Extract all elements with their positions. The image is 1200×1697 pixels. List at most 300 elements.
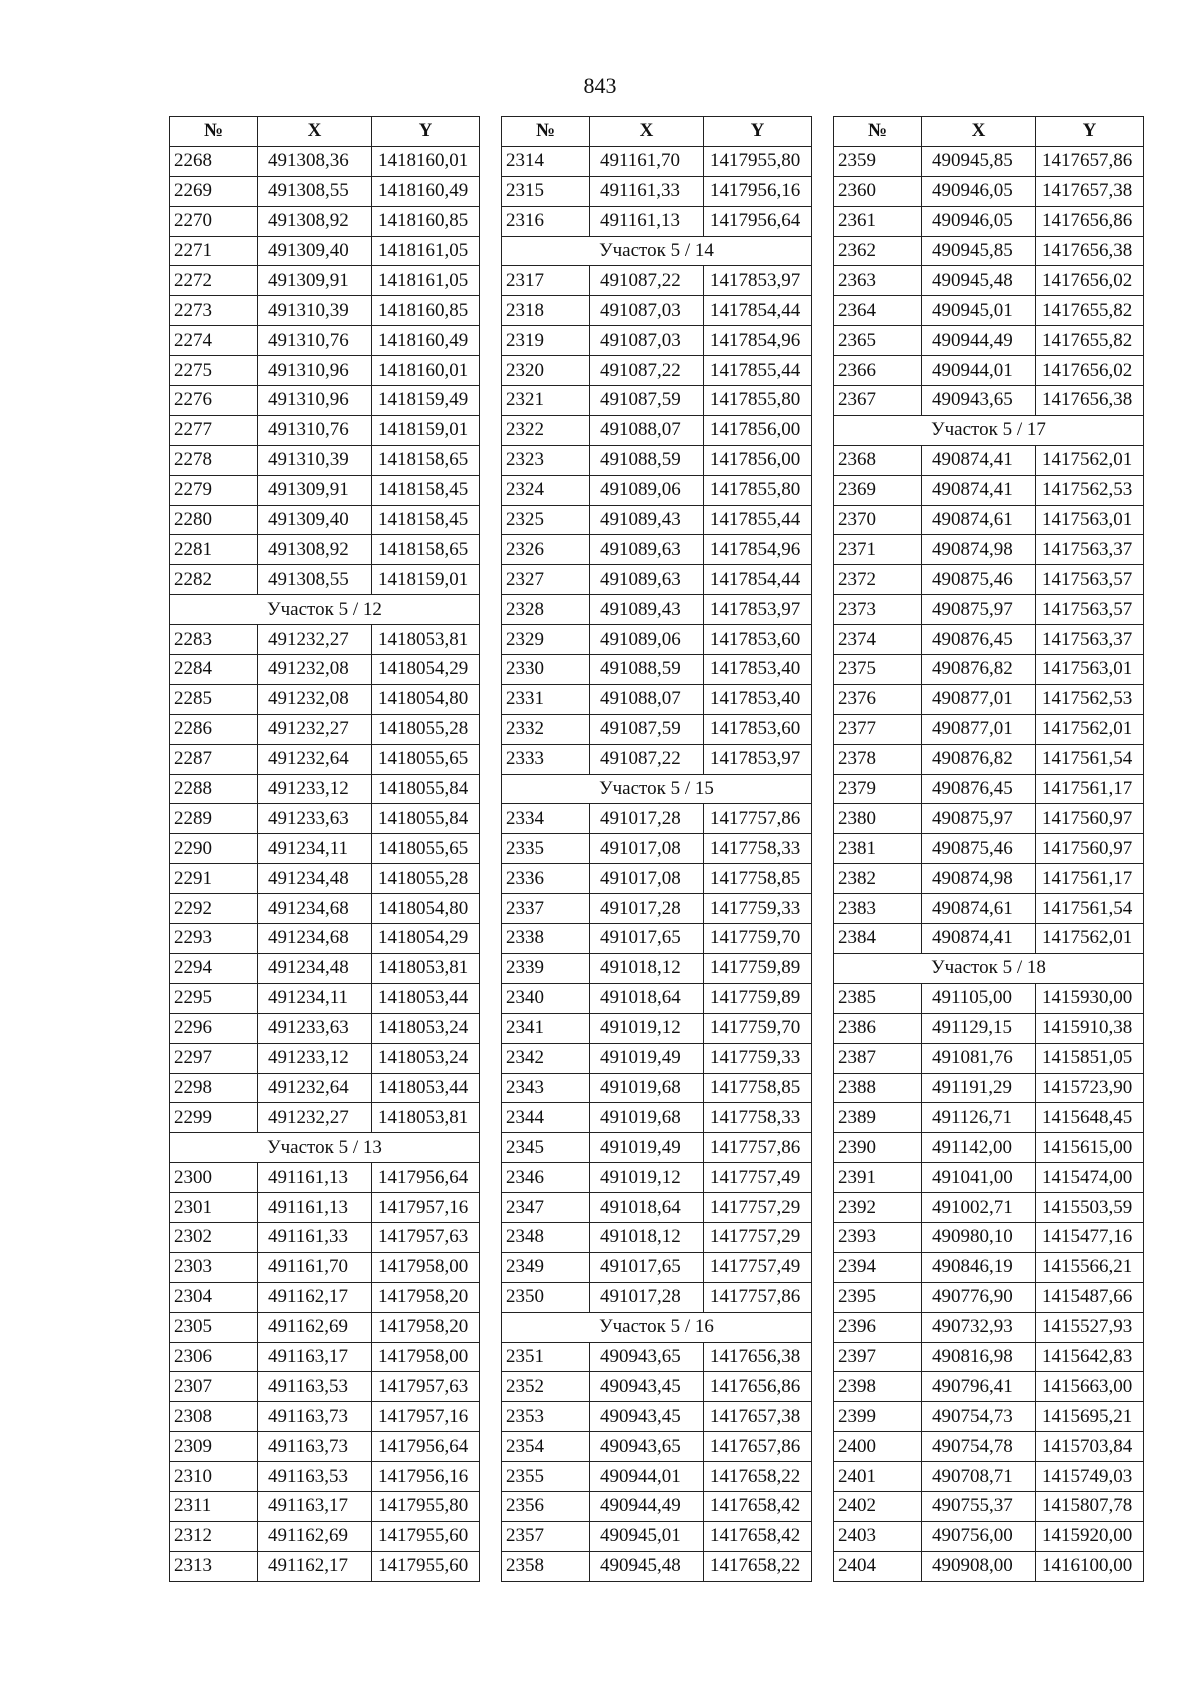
x-coordinate-cell: 490732,93 (922, 1312, 1036, 1342)
x-coordinate-cell: 490776,90 (922, 1282, 1036, 1312)
point-number-cell: 2376 (834, 684, 922, 714)
table-body (502, 146, 812, 1581)
point-number-cell: 2274 (170, 326, 258, 356)
table-row (502, 924, 812, 954)
table-row (834, 266, 1144, 296)
x-coordinate-cell: 491088,59 (590, 655, 704, 685)
y-coordinate-cell: 1417856,00 (704, 415, 812, 445)
point-number-cell: 2296 (170, 1013, 258, 1043)
table-row (502, 953, 812, 983)
table-row (834, 804, 1144, 834)
y-coordinate-cell: 1417855,44 (704, 505, 812, 535)
y-coordinate-cell: 1417853,97 (704, 744, 812, 774)
point-number-cell: 2397 (834, 1342, 922, 1372)
point-number-cell: 2304 (170, 1282, 258, 1312)
point-number-cell: 2388 (834, 1073, 922, 1103)
table-row (834, 714, 1144, 744)
table-row (834, 1133, 1144, 1163)
x-coordinate-cell: 490816,98 (922, 1342, 1036, 1372)
section-label: Участок 5 / 15 (502, 774, 812, 804)
y-coordinate-cell: 1417958,20 (372, 1312, 480, 1342)
y-coordinate-cell: 1417562,53 (1036, 684, 1144, 714)
table-row (834, 1103, 1144, 1133)
x-coordinate-cell: 491310,76 (258, 326, 372, 356)
point-number-cell: 2326 (502, 535, 590, 565)
x-coordinate-cell: 491232,64 (258, 1073, 372, 1103)
table-row (170, 834, 480, 864)
y-coordinate-cell: 1418053,44 (372, 983, 480, 1013)
table-row (170, 176, 480, 206)
table-row (834, 445, 1144, 475)
table-row (834, 1073, 1144, 1103)
table-row (170, 206, 480, 236)
y-coordinate-cell: 1417759,70 (704, 1013, 812, 1043)
table-row (502, 1282, 812, 1312)
y-coordinate-cell: 1417758,85 (704, 1073, 812, 1103)
table-row (170, 415, 480, 445)
point-number-cell: 2355 (502, 1462, 590, 1492)
header-y: Y (372, 117, 480, 147)
point-number-cell: 2335 (502, 834, 590, 864)
x-coordinate-cell: 490754,73 (922, 1402, 1036, 1432)
x-coordinate-cell: 491161,33 (258, 1222, 372, 1252)
x-coordinate-cell: 491233,63 (258, 804, 372, 834)
y-coordinate-cell: 1417560,97 (1036, 834, 1144, 864)
point-number-cell: 2372 (834, 565, 922, 595)
y-coordinate-cell: 1415807,78 (1036, 1491, 1144, 1521)
y-coordinate-cell: 1415648,45 (1036, 1103, 1144, 1133)
x-coordinate-cell: 490945,01 (922, 296, 1036, 326)
point-number-cell: 2349 (502, 1252, 590, 1282)
section-label: Участок 5 / 18 (834, 953, 1144, 983)
table-row (834, 1013, 1144, 1043)
x-coordinate-cell: 491017,08 (590, 834, 704, 864)
x-coordinate-cell: 490874,98 (922, 535, 1036, 565)
x-coordinate-cell: 491234,68 (258, 894, 372, 924)
coordinates-table-1 (169, 116, 480, 1582)
table-row (170, 953, 480, 983)
point-number-cell: 2283 (170, 625, 258, 655)
table-row (170, 356, 480, 386)
table-row (834, 356, 1144, 386)
point-number-cell: 2393 (834, 1222, 922, 1252)
y-coordinate-cell: 1418158,45 (372, 505, 480, 535)
y-coordinate-cell: 1415851,05 (1036, 1043, 1144, 1073)
x-coordinate-cell: 490874,41 (922, 445, 1036, 475)
y-coordinate-cell: 1415695,21 (1036, 1402, 1144, 1432)
point-number-cell: 2353 (502, 1402, 590, 1432)
table-row (502, 1342, 812, 1372)
y-coordinate-cell: 1417958,00 (372, 1252, 480, 1282)
x-coordinate-cell: 491309,40 (258, 236, 372, 266)
y-coordinate-cell: 1417562,01 (1036, 924, 1144, 954)
section-label: Участок 5 / 16 (502, 1312, 812, 1342)
point-number-cell: 2279 (170, 475, 258, 505)
point-number-cell: 2336 (502, 864, 590, 894)
x-coordinate-cell: 490796,41 (922, 1372, 1036, 1402)
x-coordinate-cell: 490755,37 (922, 1491, 1036, 1521)
x-coordinate-cell: 491161,70 (258, 1252, 372, 1282)
x-coordinate-cell: 491017,65 (590, 924, 704, 954)
table-row (834, 1551, 1144, 1581)
table-row (170, 894, 480, 924)
x-coordinate-cell: 491129,15 (922, 1013, 1036, 1043)
y-coordinate-cell: 1417561,54 (1036, 744, 1144, 774)
table-row (502, 804, 812, 834)
table-row (170, 475, 480, 505)
table-row (502, 1103, 812, 1133)
point-number-cell: 2268 (170, 146, 258, 176)
table-row (834, 1521, 1144, 1551)
y-coordinate-cell: 1415503,59 (1036, 1193, 1144, 1223)
y-coordinate-cell: 1415566,21 (1036, 1252, 1144, 1282)
point-number-cell: 2396 (834, 1312, 922, 1342)
point-number-cell: 2337 (502, 894, 590, 924)
table-row (502, 684, 812, 714)
table-row (834, 535, 1144, 565)
table-row (170, 1312, 480, 1342)
y-coordinate-cell: 1418053,24 (372, 1013, 480, 1043)
x-coordinate-cell: 491309,91 (258, 475, 372, 505)
point-number-cell: 2351 (502, 1342, 590, 1372)
y-coordinate-cell: 1417955,80 (372, 1491, 480, 1521)
point-number-cell: 2359 (834, 146, 922, 176)
point-number-cell: 2277 (170, 415, 258, 445)
x-coordinate-cell: 491088,59 (590, 445, 704, 475)
point-number-cell: 2356 (502, 1491, 590, 1521)
point-number-cell: 2272 (170, 266, 258, 296)
y-coordinate-cell: 1418053,24 (372, 1043, 480, 1073)
x-coordinate-cell: 490874,61 (922, 505, 1036, 535)
y-coordinate-cell: 1417562,01 (1036, 714, 1144, 744)
y-coordinate-cell: 1418158,65 (372, 445, 480, 475)
page-number: 843 (583, 73, 617, 98)
point-number-cell: 2287 (170, 744, 258, 774)
point-number-cell: 2368 (834, 445, 922, 475)
x-coordinate-cell: 491018,64 (590, 1193, 704, 1223)
y-coordinate-cell: 1417563,37 (1036, 535, 1144, 565)
table-row (502, 176, 812, 206)
point-number-cell: 2328 (502, 595, 590, 625)
point-number-cell: 2302 (170, 1222, 258, 1252)
section-label: Участок 5 / 17 (834, 415, 1144, 445)
y-coordinate-cell: 1417658,42 (704, 1491, 812, 1521)
point-number-cell: 2381 (834, 834, 922, 864)
x-coordinate-cell: 490756,00 (922, 1521, 1036, 1551)
y-coordinate-cell: 1417757,86 (704, 1133, 812, 1163)
x-coordinate-cell: 490874,61 (922, 894, 1036, 924)
table-row (502, 1133, 812, 1163)
x-coordinate-cell: 491232,27 (258, 714, 372, 744)
y-coordinate-cell: 1418160,49 (372, 326, 480, 356)
point-number-cell: 2280 (170, 505, 258, 535)
y-coordinate-cell: 1417561,17 (1036, 774, 1144, 804)
table-row (834, 565, 1144, 595)
x-coordinate-cell: 491017,28 (590, 894, 704, 924)
point-number-cell: 2288 (170, 774, 258, 804)
point-number-cell: 2395 (834, 1282, 922, 1312)
x-coordinate-cell: 490943,45 (590, 1402, 704, 1432)
x-coordinate-cell: 491019,49 (590, 1133, 704, 1163)
point-number-cell: 2366 (834, 356, 922, 386)
y-coordinate-cell: 1417656,38 (1036, 386, 1144, 416)
x-coordinate-cell: 491087,59 (590, 714, 704, 744)
table-row (502, 1252, 812, 1282)
point-number-cell: 2403 (834, 1521, 922, 1551)
section-row (502, 236, 812, 266)
x-coordinate-cell: 490877,01 (922, 714, 1036, 744)
x-coordinate-cell: 491041,00 (922, 1163, 1036, 1193)
table-row (502, 1013, 812, 1043)
table-row (170, 1432, 480, 1462)
point-number-cell: 2300 (170, 1163, 258, 1193)
y-coordinate-cell: 1417658,22 (704, 1551, 812, 1581)
x-coordinate-cell: 491234,11 (258, 834, 372, 864)
x-coordinate-cell: 491234,48 (258, 864, 372, 894)
y-coordinate-cell: 1415642,83 (1036, 1342, 1144, 1372)
table-row (502, 1521, 812, 1551)
y-coordinate-cell: 1417757,86 (704, 804, 812, 834)
table-row (834, 236, 1144, 266)
point-number-cell: 2292 (170, 894, 258, 924)
table-row (502, 1222, 812, 1252)
point-number-cell: 2278 (170, 445, 258, 475)
point-number-cell: 2290 (170, 834, 258, 864)
table-row (834, 894, 1144, 924)
y-coordinate-cell: 1418053,81 (372, 625, 480, 655)
y-coordinate-cell: 1417562,53 (1036, 475, 1144, 505)
point-number-cell: 2303 (170, 1252, 258, 1282)
point-number-cell: 2306 (170, 1342, 258, 1372)
y-coordinate-cell: 1418160,49 (372, 176, 480, 206)
y-coordinate-cell: 1417563,57 (1036, 565, 1144, 595)
point-number-cell: 2394 (834, 1252, 922, 1282)
y-coordinate-cell: 1417759,89 (704, 983, 812, 1013)
y-coordinate-cell: 1418160,01 (372, 356, 480, 386)
y-coordinate-cell: 1415723,90 (1036, 1073, 1144, 1103)
x-coordinate-cell: 491088,07 (590, 684, 704, 714)
point-number-cell: 2321 (502, 386, 590, 416)
x-coordinate-cell: 491087,59 (590, 386, 704, 416)
section-label: Участок 5 / 14 (502, 236, 812, 266)
y-coordinate-cell: 1418159,01 (372, 415, 480, 445)
table-row (170, 864, 480, 894)
x-coordinate-cell: 491089,43 (590, 505, 704, 535)
y-coordinate-cell: 1417657,38 (1036, 176, 1144, 206)
x-coordinate-cell: 491162,69 (258, 1312, 372, 1342)
table-row (834, 1312, 1144, 1342)
header-x: X (922, 117, 1036, 147)
point-number-cell: 2379 (834, 774, 922, 804)
point-number-cell: 2281 (170, 535, 258, 565)
point-number-cell: 2339 (502, 953, 590, 983)
x-coordinate-cell: 490946,05 (922, 206, 1036, 236)
y-coordinate-cell: 1417854,44 (704, 565, 812, 595)
x-coordinate-cell: 491163,73 (258, 1432, 372, 1462)
point-number-cell: 2371 (834, 535, 922, 565)
table-row (170, 804, 480, 834)
x-coordinate-cell: 491087,03 (590, 326, 704, 356)
x-coordinate-cell: 491310,39 (258, 445, 372, 475)
x-coordinate-cell: 491310,96 (258, 386, 372, 416)
table-row (502, 744, 812, 774)
x-coordinate-cell: 490877,01 (922, 684, 1036, 714)
y-coordinate-cell: 1415920,00 (1036, 1521, 1144, 1551)
x-coordinate-cell: 491232,08 (258, 684, 372, 714)
point-number-cell: 2360 (834, 176, 922, 206)
point-number-cell: 2350 (502, 1282, 590, 1312)
x-coordinate-cell: 491309,40 (258, 505, 372, 535)
table-row (502, 655, 812, 685)
table-row (502, 206, 812, 236)
y-coordinate-cell: 1417855,80 (704, 475, 812, 505)
x-coordinate-cell: 490876,45 (922, 625, 1036, 655)
point-number-cell: 2289 (170, 804, 258, 834)
point-number-cell: 2343 (502, 1073, 590, 1103)
y-coordinate-cell: 1417853,60 (704, 625, 812, 655)
point-number-cell: 2270 (170, 206, 258, 236)
point-number-cell: 2310 (170, 1462, 258, 1492)
table-row (502, 894, 812, 924)
x-coordinate-cell: 491234,11 (258, 983, 372, 1013)
y-coordinate-cell: 1417757,49 (704, 1163, 812, 1193)
point-number-cell: 2313 (170, 1551, 258, 1581)
y-coordinate-cell: 1418160,85 (372, 206, 480, 236)
point-number-cell: 2276 (170, 386, 258, 416)
y-coordinate-cell: 1417853,40 (704, 684, 812, 714)
point-number-cell: 2391 (834, 1163, 922, 1193)
table-row (502, 266, 812, 296)
point-number-cell: 2404 (834, 1551, 922, 1581)
point-number-cell: 2327 (502, 565, 590, 595)
table-row (834, 625, 1144, 655)
point-number-cell: 2399 (834, 1402, 922, 1432)
table-row (170, 535, 480, 565)
x-coordinate-cell: 490874,41 (922, 475, 1036, 505)
y-coordinate-cell: 1417853,60 (704, 714, 812, 744)
x-coordinate-cell: 490875,46 (922, 565, 1036, 595)
table-header-row (502, 117, 812, 147)
y-coordinate-cell: 1418161,05 (372, 266, 480, 296)
coordinates-table-3 (833, 116, 1144, 1582)
y-coordinate-cell: 1417562,01 (1036, 445, 1144, 475)
point-number-cell: 2275 (170, 356, 258, 386)
table-row (170, 924, 480, 954)
x-coordinate-cell: 490943,65 (590, 1432, 704, 1462)
y-coordinate-cell: 1418159,49 (372, 386, 480, 416)
table-row (834, 1222, 1144, 1252)
point-number-cell: 2384 (834, 924, 922, 954)
point-number-cell: 2358 (502, 1551, 590, 1581)
point-number-cell: 2325 (502, 505, 590, 535)
x-coordinate-cell: 490945,85 (922, 236, 1036, 266)
y-coordinate-cell: 1417757,29 (704, 1222, 812, 1252)
point-number-cell: 2333 (502, 744, 590, 774)
point-number-cell: 2361 (834, 206, 922, 236)
x-coordinate-cell: 491232,64 (258, 744, 372, 774)
point-number-cell: 2322 (502, 415, 590, 445)
y-coordinate-cell: 1417563,01 (1036, 505, 1144, 535)
table-row (834, 655, 1144, 685)
point-number-cell: 2309 (170, 1432, 258, 1462)
section-row (170, 1133, 480, 1163)
x-coordinate-cell: 491163,53 (258, 1462, 372, 1492)
y-coordinate-cell: 1415930,00 (1036, 983, 1144, 1013)
y-coordinate-cell: 1417757,86 (704, 1282, 812, 1312)
y-coordinate-cell: 1418055,65 (372, 834, 480, 864)
table-body (834, 146, 1144, 1581)
point-number-cell: 2374 (834, 625, 922, 655)
y-coordinate-cell: 1417656,02 (1036, 356, 1144, 386)
y-coordinate-cell: 1415477,16 (1036, 1222, 1144, 1252)
table-row (170, 1043, 480, 1073)
table-row (170, 774, 480, 804)
point-number-cell: 2386 (834, 1013, 922, 1043)
y-coordinate-cell: 1415749,03 (1036, 1462, 1144, 1492)
y-coordinate-cell: 1417658,42 (704, 1521, 812, 1551)
point-number-cell: 2364 (834, 296, 922, 326)
y-coordinate-cell: 1418053,44 (372, 1073, 480, 1103)
x-coordinate-cell: 490846,19 (922, 1252, 1036, 1282)
table-row (170, 1342, 480, 1372)
x-coordinate-cell: 491163,73 (258, 1402, 372, 1432)
y-coordinate-cell: 1417759,33 (704, 1043, 812, 1073)
table-row (502, 356, 812, 386)
x-coordinate-cell: 491018,64 (590, 983, 704, 1013)
point-number-cell: 2401 (834, 1462, 922, 1492)
x-coordinate-cell: 491234,48 (258, 953, 372, 983)
table-row (170, 326, 480, 356)
table-row (170, 296, 480, 326)
point-number-cell: 2297 (170, 1043, 258, 1073)
y-coordinate-cell: 1417957,16 (372, 1193, 480, 1223)
y-coordinate-cell: 1417758,85 (704, 864, 812, 894)
x-coordinate-cell: 491019,68 (590, 1073, 704, 1103)
coordinates-table-2 (501, 116, 812, 1582)
x-coordinate-cell: 490875,46 (922, 834, 1036, 864)
x-coordinate-cell: 491019,12 (590, 1013, 704, 1043)
y-coordinate-cell: 1417956,16 (704, 176, 812, 206)
x-coordinate-cell: 490944,01 (922, 356, 1036, 386)
x-coordinate-cell: 491191,29 (922, 1073, 1036, 1103)
x-coordinate-cell: 491308,36 (258, 146, 372, 176)
x-coordinate-cell: 491087,03 (590, 296, 704, 326)
y-coordinate-cell: 1418053,81 (372, 953, 480, 983)
point-number-cell: 2392 (834, 1193, 922, 1223)
point-number-cell: 2341 (502, 1013, 590, 1043)
table-row (834, 1282, 1144, 1312)
table-row (170, 1013, 480, 1043)
point-number-cell: 2318 (502, 296, 590, 326)
table-row (502, 595, 812, 625)
table-row (170, 1222, 480, 1252)
point-number-cell: 2285 (170, 684, 258, 714)
table-row (834, 924, 1144, 954)
table-row (834, 774, 1144, 804)
x-coordinate-cell: 491017,28 (590, 1282, 704, 1312)
x-coordinate-cell: 491233,63 (258, 1013, 372, 1043)
point-number-cell: 2284 (170, 655, 258, 685)
y-coordinate-cell: 1417656,02 (1036, 266, 1144, 296)
section-row (834, 415, 1144, 445)
section-row (170, 595, 480, 625)
point-number-cell: 2344 (502, 1103, 590, 1133)
y-coordinate-cell: 1417758,33 (704, 1103, 812, 1133)
table-row (170, 266, 480, 296)
table-row (170, 684, 480, 714)
x-coordinate-cell: 491089,06 (590, 625, 704, 655)
x-coordinate-cell: 491017,08 (590, 864, 704, 894)
